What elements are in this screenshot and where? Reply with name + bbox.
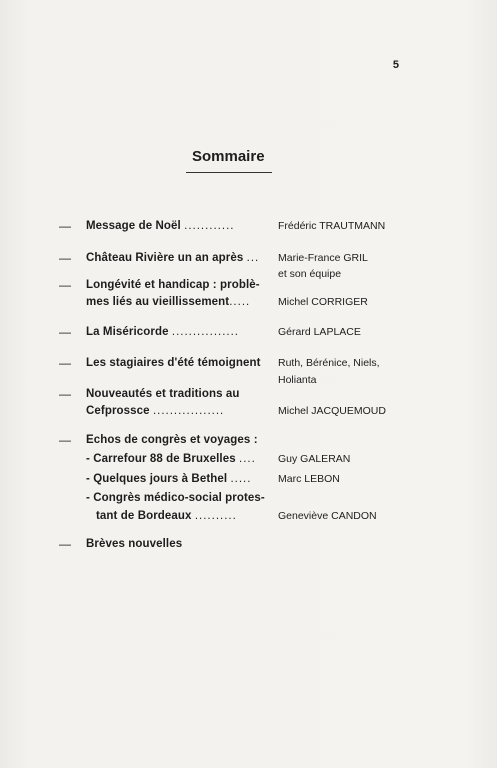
- entry-title: - Congrès médico-social protes-: [86, 492, 265, 504]
- leader-dots: .....: [230, 473, 252, 485]
- leader-dots: ................: [171, 326, 239, 338]
- entry-dash: —: [59, 433, 71, 447]
- entry-title: [86, 471, 266, 488]
- entry-author-line2: Holianta: [278, 374, 317, 386]
- entry-dash: —: [59, 356, 71, 370]
- entry-title-text: - Quelques jours à Bethel: [86, 473, 228, 485]
- entry-dash: —: [59, 387, 71, 401]
- entry-title-text: mes liés au vieillissement: [86, 296, 230, 308]
- title-underline: [186, 172, 272, 173]
- entry-author: Guy GALERAN: [278, 453, 351, 465]
- entry-title: Nouveautés et traditions au: [86, 388, 240, 400]
- entry-title-line2: [86, 403, 266, 420]
- entry-author-line2: et son équipe: [278, 268, 342, 280]
- page-title: Sommaire: [192, 148, 265, 165]
- entry-author: Gérard LAPLACE: [278, 326, 361, 338]
- entry-title-text: Message de Noël: [86, 220, 181, 232]
- entry-title-line2: [86, 294, 266, 311]
- entry-author: Geneviève CANDON: [278, 510, 377, 522]
- entry-title: [86, 451, 266, 468]
- entry-author: Frédéric TRAUTMANN: [278, 220, 386, 232]
- entry-author: Michel CORRIGER: [278, 296, 368, 308]
- leader-dots: ..........: [194, 510, 237, 522]
- entry-author: Marc LEBON: [278, 473, 340, 485]
- entry-author: Michel JACQUEMOUD: [278, 405, 386, 417]
- entry-dash: —: [59, 537, 71, 551]
- leader-dots: .....: [229, 296, 251, 308]
- entry-dash: —: [59, 325, 71, 339]
- entry-title: Longévité et handicap : problè-: [86, 279, 260, 291]
- leader-dots: ....: [239, 453, 256, 465]
- leader-dots: .................: [152, 405, 225, 417]
- entry-dash: —: [59, 219, 71, 233]
- entry-title: Brèves nouvelles: [86, 538, 183, 550]
- entry-title: [86, 250, 266, 267]
- entry-title-text: Château Rivière un an après: [86, 252, 244, 264]
- entry-title-text: La Miséricorde: [86, 326, 169, 338]
- entry-title: [86, 324, 266, 341]
- entry-dash: —: [59, 251, 71, 265]
- entry-title-text: Cefprossce: [86, 405, 150, 417]
- entry-author: Marie-France GRIL: [278, 252, 368, 264]
- entry-author: Ruth, Bérénice, Niels,: [278, 357, 380, 369]
- entry-title-line2: [96, 508, 276, 525]
- entry-dash: —: [59, 278, 71, 292]
- entry-title-text: - Carrefour 88 de Bruxelles: [86, 453, 236, 465]
- entry-title: Echos de congrès et voyages :: [86, 434, 258, 446]
- leader-dots: ............: [184, 220, 235, 232]
- entry-title-text: tant de Bordeaux: [96, 510, 192, 522]
- entry-title: [86, 218, 266, 235]
- leader-dots: ...: [246, 252, 260, 264]
- entry-title: Les stagiaires d'été témoignent: [86, 357, 261, 369]
- page-number: 5: [392, 59, 399, 71]
